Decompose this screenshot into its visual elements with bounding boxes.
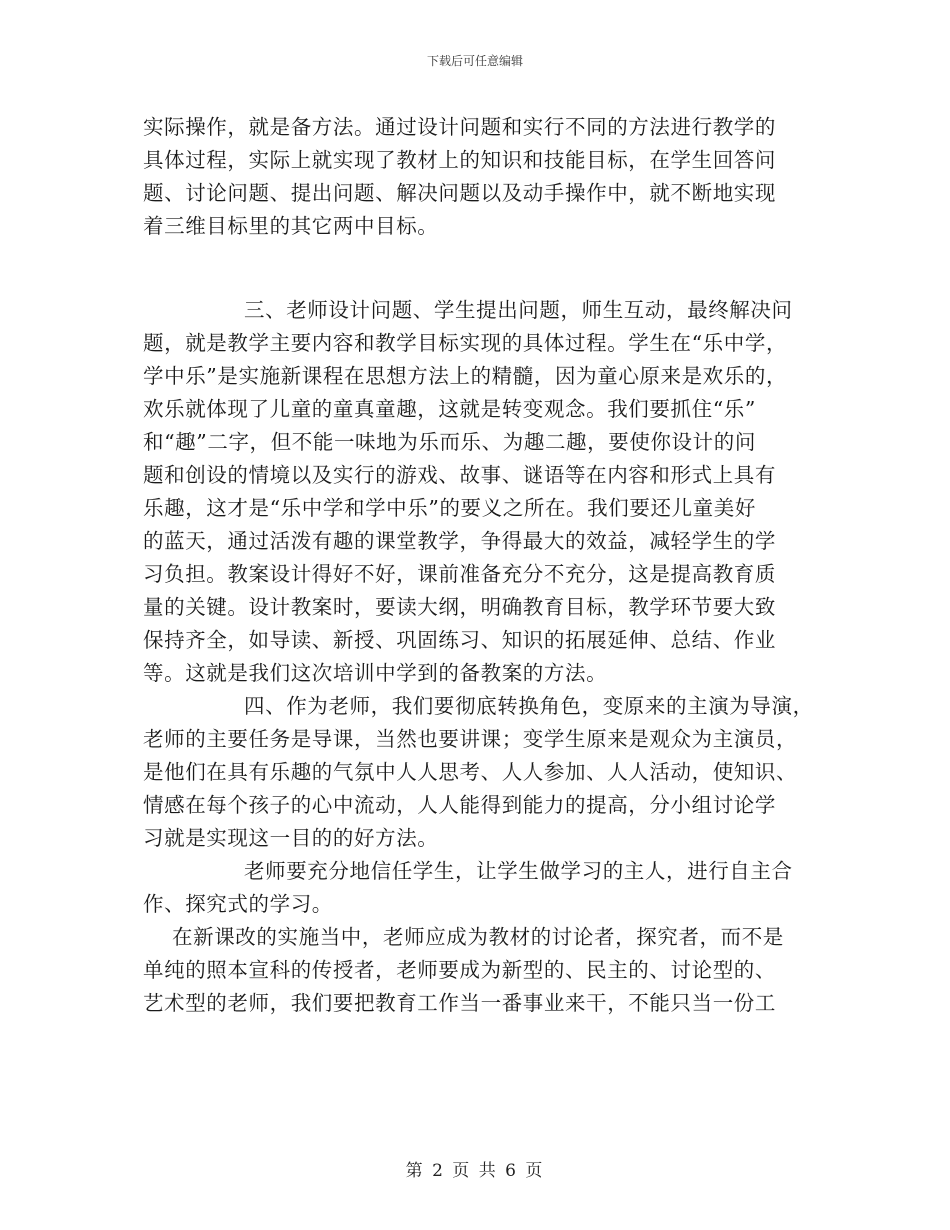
text-line: 单纯的照本宣科的传授者，老师要成为新型的、民主的、讨论型的、 <box>143 958 776 982</box>
page-number-footer: 第 2 页 共 6 页 <box>405 1161 545 1181</box>
text-line: 习就是实现这一目的的好方法。 <box>143 826 439 850</box>
text-line: 题和创设的情境以及实行的游戏、故事、谜语等在内容和形式上具有 <box>143 463 776 487</box>
text-line: 老师要充分地信任学生，让学生做学习的主人，进行自主合 <box>244 859 793 883</box>
text-line: 题、讨论问题、提出问题、解决问题以及动手操作中，就不断地实现 <box>143 181 776 205</box>
text-line: 具体过程，实际上就实现了教材上的知识和技能目标，在学生回答问 <box>143 148 776 172</box>
text-line: 作、探究式的学习。 <box>143 892 333 916</box>
text-line: 学中乐”是实施新课程在思想方法上的精髓，因为童心原来是欢乐的， <box>143 364 788 388</box>
text-line: 老师的主要任务是导课，当然也要讲课；变学生原来是观众为主演员， <box>143 727 798 751</box>
text-line: 三、老师设计问题、学生提出问题，师生互动，最终解决问 <box>244 298 793 322</box>
text-line: 欢乐就体现了儿童的童真童趣，这就是转变观念。我们要抓住“乐” <box>143 397 756 421</box>
text-line: 题，就是教学主要内容和教学目标实现的具体过程。学生在“乐中学， <box>143 331 788 355</box>
text-line: 着三维目标里的其它两中目标。 <box>143 214 439 238</box>
text-line: 在新课改的实施当中，老师应成为教材的讨论者，探究者，而不是 <box>172 925 784 949</box>
text-line: 保持齐全，如导读、新授、巩固练习、知识的拓展延伸、总结、作业 <box>143 628 776 652</box>
text-line: 量的关键。设计教案时，要读大纲，明确教育目标，教学环节要大致 <box>143 595 776 619</box>
text-line: 等。这就是我们这次培训中学到的备教案的方法。 <box>143 661 608 685</box>
text-line: 四、作为老师，我们要彻底转换角色，变原来的主演为导演， <box>244 694 814 718</box>
text-line: 习负担。教案设计得好不好，课前准备充分不充分，这是提高教育质 <box>143 562 776 586</box>
page-header: 下载后可任意编辑 <box>426 54 523 68</box>
text-line: 实际操作，就是备方法。通过设计问题和实行不同的方法进行教学的 <box>143 115 776 139</box>
text-line: 情感在每个孩子的心中流动，人人能得到能力的提高，分小组讨论学 <box>143 793 776 817</box>
text-line: 乐趣，这才是“乐中学和学中乐”的要义之所在。我们要还儿童美好 <box>143 496 756 520</box>
text-line: 是他们在具有乐趣的气氛中人人思考、人人参加、人人活动，使知识、 <box>143 760 798 784</box>
text-line: 的蓝天，通过活泼有趣的课堂教学，争得最大的效益，减轻学生的学 <box>143 529 776 553</box>
text-line: 和“趣”二字，但不能一味地为乐而乐、为趣二趣，要使你设计的问 <box>143 430 756 454</box>
text-line: 艺术型的老师，我们要把教育工作当一番事业来干，不能只当一份工 <box>143 991 776 1015</box>
